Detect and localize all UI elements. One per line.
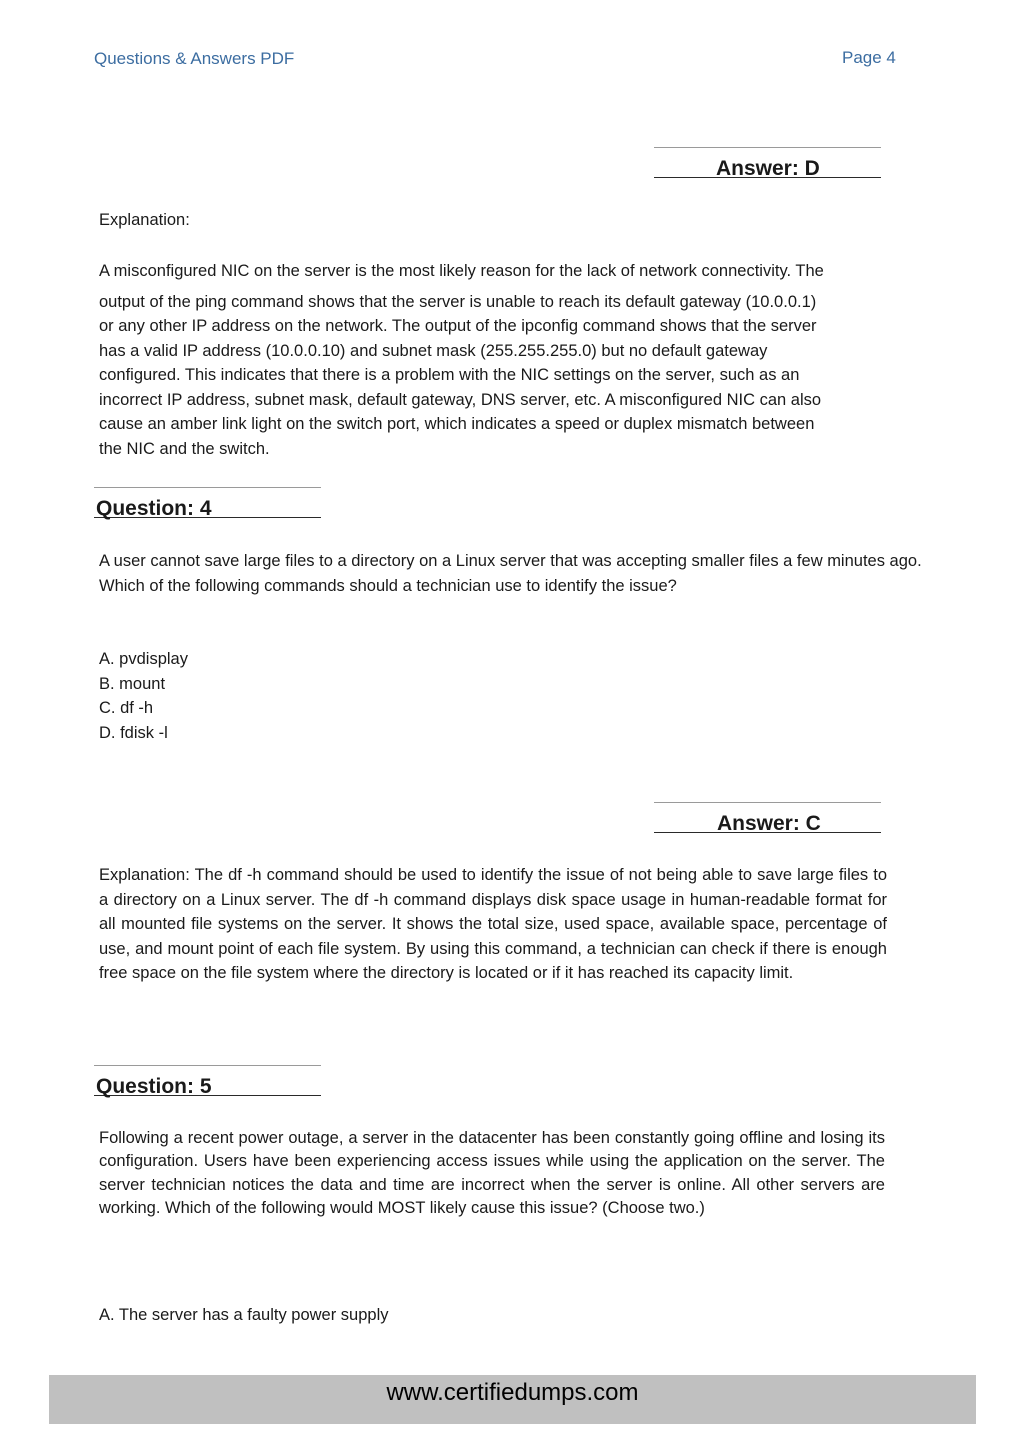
explanation-line: has a valid IP address (10.0.0.10) and subnet mask (255.255.255.0) but no default gateway bbox=[99, 341, 768, 360]
option-item: B. mount bbox=[99, 674, 166, 693]
explanation-paragraph: Explanation: The df -h command should be used to identify the issue of not being able to save large files to a directory on a Linux server. The df -h command displays disk space usage in human-readable format for all mounted file systems on the server. It shows the total size, used space, available space, percentage of use, and mount point of each file system. By using this command, a technician can check if there is enough free space on the file system where the directory is located or if it has reached its capacity limit. bbox=[99, 866, 887, 982]
option-item: A. The server has a faulty power supply bbox=[99, 1306, 389, 1324]
option-item: D. fdisk -l bbox=[99, 723, 168, 742]
answer-heading bbox=[654, 802, 881, 833]
question-heading bbox=[94, 1065, 321, 1096]
explanation-line: configured. This indicates that there is a problem with the NIC settings on the server, such as an bbox=[99, 366, 800, 384]
answer-label: Answer: D bbox=[716, 157, 820, 180]
explanation-line: or any other IP address on the network. The output of the ipconfig command shows that the server bbox=[99, 317, 817, 335]
question-heading bbox=[94, 487, 321, 518]
page-number: Page 4 bbox=[842, 48, 896, 67]
explanation-line: output of the ping command shows that the server is unable to reach its default gateway (10.0.0.1) bbox=[99, 292, 817, 311]
footer-url[interactable]: www.certifiedumps.com bbox=[386, 1379, 639, 1406]
explanation-line: A misconfigured NIC on the server is the most likely reason for the lack of network connectivity. The bbox=[99, 262, 824, 280]
explanation-line: cause an amber link light on the switch port, which indicates a speed or duplex mismatch between bbox=[99, 415, 815, 433]
question-text: Following a recent power outage, a server in the datacenter has been constantly going offline and losing its configuration. Users have been experiencing access issues while using the application on the server. The server technician notices the data and time are incorrect when the server is online. All other servers are working. Which of the following would MOST likely cause this issue? (Choose two.) bbox=[99, 1129, 885, 1217]
explanation-paragraph bbox=[99, 259, 959, 461]
option-item: C. df -h bbox=[99, 699, 154, 717]
answer-heading bbox=[654, 147, 881, 178]
option-list bbox=[99, 1303, 389, 1328]
answer-label: Answer: C bbox=[717, 812, 821, 835]
question-label: Question: 5 bbox=[96, 1075, 212, 1098]
option-item: A. pvdisplay bbox=[99, 650, 188, 668]
explanation-label: Explanation: bbox=[99, 211, 190, 229]
question-label: Question: 4 bbox=[96, 497, 212, 520]
question-text: A user cannot save large files to a directory on a Linux server that was accepting smaller files a few minutes ago. Which of the following commands should a technician use to identify the issue? bbox=[99, 552, 922, 595]
option-list bbox=[99, 647, 188, 745]
explanation-line: the NIC and the switch. bbox=[99, 439, 270, 458]
header-title: Questions & Answers PDF bbox=[94, 49, 295, 68]
footer-bar bbox=[49, 1375, 976, 1424]
explanation-line: incorrect IP address, subnet mask, default gateway, DNS server, etc. A misconfigured NIC can also bbox=[99, 390, 822, 409]
